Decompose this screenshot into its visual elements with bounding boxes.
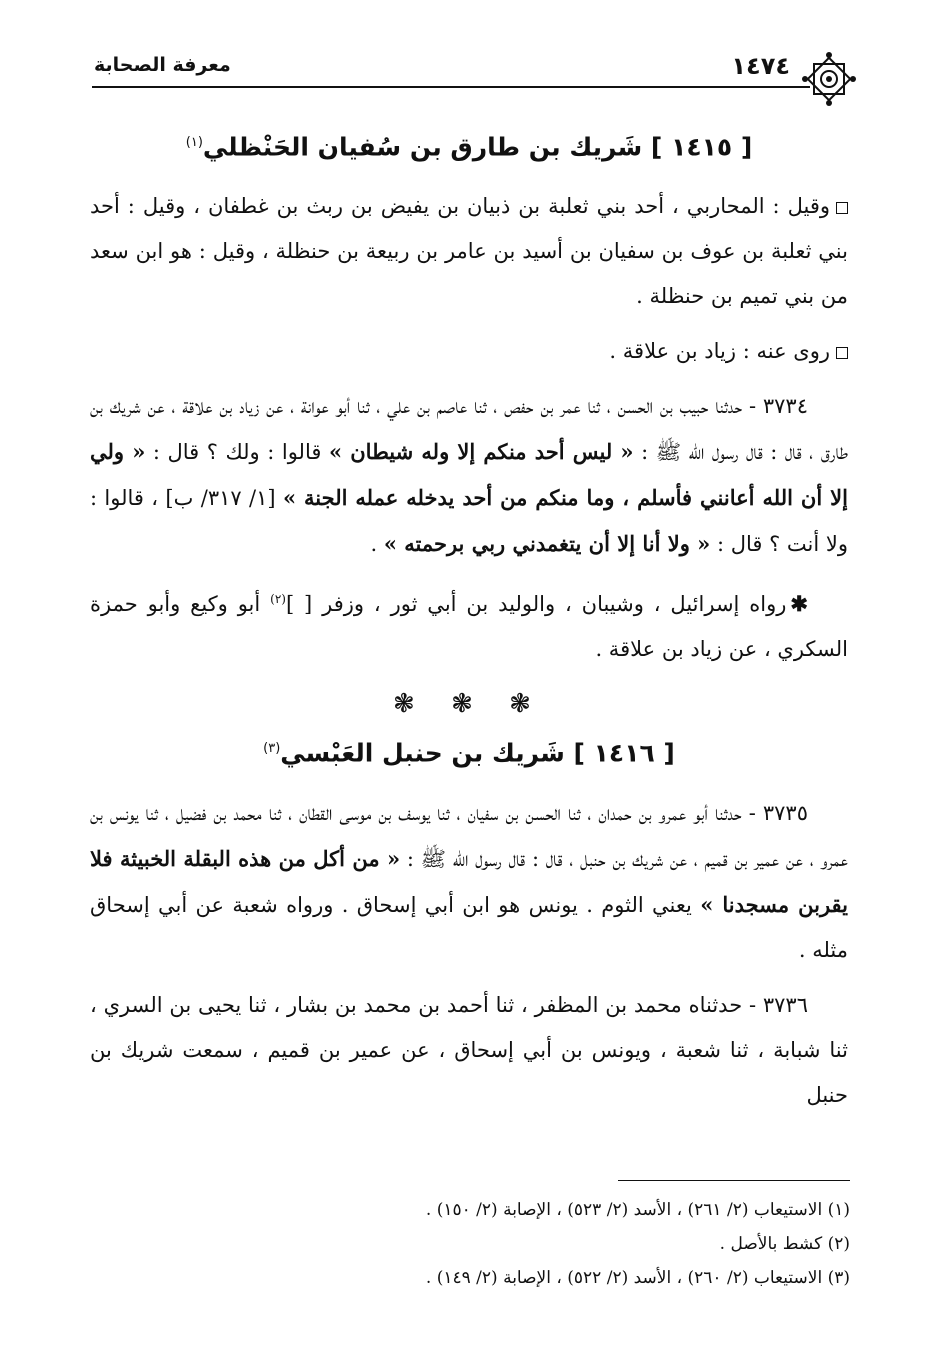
note-text: أبو وكيع وأبو حمزة السكري ، عن زياد بن علاقة . — [90, 592, 848, 662]
square-bullet-icon — [836, 202, 848, 214]
ornament-icon — [800, 50, 858, 108]
entry-name: شَريك بن حنبل العَبْسي — [280, 738, 565, 768]
hadith-matn: « ولي إلا أن الله أعانني فأسلم ، وما منكم من أحد يدخله عمله الجنة » — [90, 439, 848, 511]
section-separator: ❃ ❃ ❃ — [393, 689, 545, 720]
hadith-isnad: ٣٧٣٦ - حدثناه محمد بن المظفر ، ثنا أحمد بن محمد بن بشار ، ثنا يحيى بن السري ، ثنا شبابة ، ثنا شعبة ، ويونس بن أبي إسحاق ، عن عمير بن قميم ، سمعت شريك بن حنبل — [90, 992, 848, 1107]
footnote-ref: (٣) — [263, 741, 281, 757]
footnote-1: (١) الاستيعاب (٢/ ٢٦١) ، الأسد (٢/ ٥٢٣) ، الإصابة (٢/ ١٥٠) . — [425, 1200, 850, 1220]
entry-heading-1416 — [90, 726, 848, 776]
hadith-matn: « ليس أحد منكم إلا وله شيطان » — [328, 439, 634, 465]
header-rule — [92, 86, 810, 88]
entry-number: [ ١٤١٦ ] — [573, 738, 675, 768]
transmission-note — [90, 577, 848, 672]
footnotes — [90, 1193, 850, 1295]
footnote-3: (٣) الاستيعاب (٢/ ٢٦٠) ، الأسد (٢/ ٥٢٢) ، الإصابة (٢/ ١٤٩) . — [425, 1268, 850, 1288]
hadith-paragraph-3734 — [90, 384, 848, 567]
hadith-isnad: ٣٧٣٥ - حدثنا أبو عمرو بن حمدان ، ثنا الحسن بن سفيان ، ثنا يوسف بن موسى القطان ، ثنا محمد بن فضيل ، ثنا يونس بن عمرو ، عن عمير بن قميم ، عن شريك بن حنبل ، قال : قال رسول الله ﷺ : — [90, 800, 849, 871]
square-bullet-icon — [836, 347, 848, 359]
narrator-text: روى عنه : زياد بن علاقة . — [609, 339, 830, 364]
hadith-text: [١/ ٣١٧/ ب] ، قالوا : ولا أنت ؟ قال : — [90, 486, 848, 557]
main-text — [90, 120, 848, 1128]
narrator-paragraph — [90, 329, 848, 374]
hadith-text: . — [370, 532, 384, 557]
asterisk-icon: ✱ — [790, 591, 808, 617]
page-header — [92, 50, 850, 90]
entry-number: [ ١٤١٥ ] — [650, 132, 753, 162]
hadith-matn: « من أكل من هذه البقلة الخبيثة فلا يقربن مسجدنا » — [90, 845, 849, 917]
entry-name: شَريك بن طارق بن سُفيان الحَنْظلي — [202, 132, 643, 162]
hadith-matn: « ولا أنا إلا أن يتغمدني ربي برحمته » — [383, 531, 711, 557]
hadith-text: يعني الثوم . يونس هو ابن أبي إسحاق . ورواه شعبة عن أبي إسحاق مثله . — [90, 892, 848, 962]
hadith-text: قالوا : ولك ؟ قال : — [145, 440, 329, 465]
hadith-paragraph-3736 — [90, 983, 848, 1118]
footnote-2: (٢) كشط بالأصل . — [719, 1234, 850, 1254]
hadith-isnad: ٣٧٣٤ - حدثنا حبيب بن الحسن ، ثنا عمر بن حفص ، ثنا عاصم بن علي ، ثنا أبو عوانة ، عن زياد بن علاقة ، عن شريك بن طارق ، قال : قال رسول الله ﷺ : — [90, 394, 848, 465]
biography-paragraph — [90, 184, 848, 319]
hadith-paragraph-3735 — [90, 791, 848, 973]
footnote-ref: (١) — [185, 135, 203, 150]
page-number: ١٤٧٤ — [731, 52, 790, 80]
footnote-rule — [618, 1180, 850, 1181]
footnote-ref: (٢) — [270, 592, 286, 607]
running-title: معرفة الصحابة — [94, 54, 231, 76]
entry-heading-1415 — [90, 120, 848, 170]
note-text: رواه إسرائيل ، وشيبان ، والوليد بن أبي ثور ، وزفر [ ] — [285, 592, 787, 617]
biography-text: وقيل : المحاربي ، أحد بني ثعلبة بن ذبيان بن يفيض بن ربث بن غطفان ، وقيل : أحد بني ثعلبة بن عوف بن سفيان بن أسيد بن عامر بن ربيعة بن حنظلة ، وقيل : هو ابن سعد من بني تميم بن حنظلة . — [90, 194, 848, 309]
